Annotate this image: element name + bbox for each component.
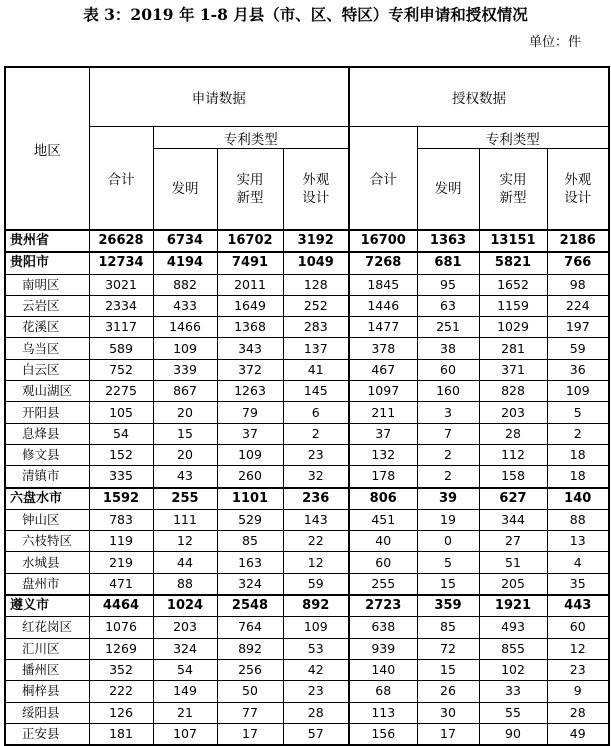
cell-value: 12: [547, 638, 609, 659]
header-grant-total: 合计: [349, 127, 417, 231]
header-app-invention: 发明: [153, 149, 217, 231]
cell-value: 2548: [217, 595, 283, 617]
cell-value: 12: [153, 531, 217, 552]
cell-value: 1652: [479, 274, 547, 295]
cell-value: 68: [349, 681, 417, 702]
cell-value: 128: [283, 274, 349, 295]
cell-value: 88: [547, 509, 609, 530]
region-name: 六枝特区: [5, 531, 89, 552]
region-name: 开阳县: [5, 402, 89, 423]
cell-value: 0: [417, 531, 479, 552]
cell-value: 85: [417, 617, 479, 638]
cell-value: 160: [417, 381, 479, 402]
cell-value: 281: [479, 338, 547, 359]
region-name: 观山湖区: [5, 381, 89, 402]
cell-value: 40: [349, 531, 417, 552]
cell-value: 7: [417, 423, 479, 444]
region-name: 花溪区: [5, 317, 89, 338]
cell-value: 4194: [153, 252, 217, 274]
cell-value: 283: [283, 317, 349, 338]
cell-value: 1845: [349, 274, 417, 295]
cell-value: 681: [417, 252, 479, 274]
cell-value: 255: [153, 488, 217, 510]
header-grant-patent-type: 专利类型: [417, 127, 609, 149]
cell-value: 203: [479, 402, 547, 423]
table-row: [5, 488, 609, 510]
region-name: 盘州市: [5, 573, 89, 595]
cell-value: 36: [547, 359, 609, 380]
cell-value: 50: [217, 681, 283, 702]
cell-value: 51: [479, 552, 547, 573]
cell-value: 107: [153, 723, 217, 745]
table-row: [5, 638, 609, 659]
cell-value: 143: [283, 509, 349, 530]
cell-value: 88: [153, 573, 217, 595]
table-title: 表 3：2019 年 1-8 月县（市、区、特区）专利申请和授权情况: [83, 5, 528, 24]
cell-value: 260: [217, 466, 283, 488]
region-name: 贵阳市: [5, 252, 89, 274]
header-region: 地区: [5, 67, 89, 230]
cell-value: 113: [349, 702, 417, 723]
cell-value: 109: [547, 381, 609, 402]
cell-value: 132: [349, 444, 417, 465]
cell-value: 15: [153, 423, 217, 444]
region-name: 水城县: [5, 552, 89, 573]
region-name: 六盘水市: [5, 488, 89, 510]
cell-value: 21: [153, 702, 217, 723]
cell-value: 27: [479, 531, 547, 552]
cell-value: 57: [283, 723, 349, 745]
cell-value: 158: [479, 466, 547, 488]
cell-value: 7268: [349, 252, 417, 274]
cell-value: 638: [349, 617, 417, 638]
cell-value: 344: [479, 509, 547, 530]
table-row: [5, 595, 609, 617]
cell-value: 20: [153, 444, 217, 465]
table-row: [5, 252, 609, 274]
region-name: 正安县: [5, 723, 89, 745]
cell-value: 18: [547, 444, 609, 465]
cell-value: 79: [217, 402, 283, 423]
cell-value: 493: [479, 617, 547, 638]
table-row: [5, 617, 609, 638]
cell-value: 451: [349, 509, 417, 530]
cell-value: 63: [417, 295, 479, 316]
cell-value: 98: [547, 274, 609, 295]
cell-value: 1029: [479, 317, 547, 338]
region-name: 清镇市: [5, 466, 89, 488]
cell-value: 17: [417, 723, 479, 745]
cell-value: 4: [547, 552, 609, 573]
cell-value: 1368: [217, 317, 283, 338]
region-name: 乌当区: [5, 338, 89, 359]
cell-value: 2: [283, 423, 349, 444]
cell-value: 892: [283, 595, 349, 617]
cell-value: 627: [479, 488, 547, 510]
cell-value: 1466: [153, 317, 217, 338]
cell-value: 2: [547, 423, 609, 444]
region-name: 播州区: [5, 659, 89, 680]
cell-value: 32: [283, 466, 349, 488]
header-app-utility-text: 实用 新型: [236, 172, 264, 206]
cell-value: 324: [217, 573, 283, 595]
cell-value: 152: [89, 444, 153, 465]
cell-value: 13151: [479, 230, 547, 252]
region-name: 云岩区: [5, 295, 89, 316]
table-row: [5, 359, 609, 380]
cell-value: 5: [547, 402, 609, 423]
cell-value: 72: [417, 638, 479, 659]
cell-value: 178: [349, 466, 417, 488]
cell-value: 119: [89, 531, 153, 552]
cell-value: 1159: [479, 295, 547, 316]
table-row: [5, 444, 609, 465]
cell-value: 35: [547, 573, 609, 595]
cell-value: 255: [349, 573, 417, 595]
cell-value: 13: [547, 531, 609, 552]
cell-value: 28: [283, 702, 349, 723]
region-name: 贵州省: [5, 230, 89, 252]
cell-value: 12734: [89, 252, 153, 274]
cell-value: 17: [217, 723, 283, 745]
cell-value: 1477: [349, 317, 417, 338]
header-app-design-text: 外观 设计: [302, 172, 330, 206]
table-row: [5, 295, 609, 316]
cell-value: 806: [349, 488, 417, 510]
cell-value: 2: [417, 466, 479, 488]
cell-value: 2011: [217, 274, 283, 295]
cell-value: 5821: [479, 252, 547, 274]
cell-value: 359: [417, 595, 479, 617]
cell-value: 371: [479, 359, 547, 380]
cell-value: 6734: [153, 230, 217, 252]
cell-value: 49: [547, 723, 609, 745]
cell-value: 111: [153, 509, 217, 530]
cell-value: 443: [547, 595, 609, 617]
cell-value: 44: [153, 552, 217, 573]
cell-value: 339: [153, 359, 217, 380]
region-name: 钟山区: [5, 509, 89, 530]
cell-value: 137: [283, 338, 349, 359]
cell-value: 149: [153, 681, 217, 702]
cell-value: 38: [417, 338, 479, 359]
cell-value: 59: [547, 338, 609, 359]
cell-value: 2723: [349, 595, 417, 617]
region-name: 红花岗区: [5, 617, 89, 638]
cell-value: 39: [417, 488, 479, 510]
cell-value: 1269: [89, 638, 153, 659]
cell-value: 5: [417, 552, 479, 573]
table-row: [5, 681, 609, 702]
cell-value: 1101: [217, 488, 283, 510]
cell-value: 2186: [547, 230, 609, 252]
cell-value: 251: [417, 317, 479, 338]
cell-value: 1921: [479, 595, 547, 617]
cell-value: 764: [217, 617, 283, 638]
cell-value: 33: [479, 681, 547, 702]
cell-value: 23: [283, 444, 349, 465]
cell-value: 855: [479, 638, 547, 659]
cell-value: 20: [153, 402, 217, 423]
region-name: 桐梓县: [5, 681, 89, 702]
cell-value: 37: [349, 423, 417, 444]
cell-value: 109: [217, 444, 283, 465]
header-app-patent-type: 专利类型: [153, 127, 349, 149]
patent-table: [4, 66, 610, 746]
cell-value: 203: [153, 617, 217, 638]
cell-value: 95: [417, 274, 479, 295]
cell-value: 3117: [89, 317, 153, 338]
cell-value: 1049: [283, 252, 349, 274]
cell-value: 109: [283, 617, 349, 638]
cell-value: 324: [153, 638, 217, 659]
cell-value: 43: [153, 466, 217, 488]
cell-value: 126: [89, 702, 153, 723]
cell-value: 867: [153, 381, 217, 402]
cell-value: 882: [153, 274, 217, 295]
cell-value: 939: [349, 638, 417, 659]
cell-value: 211: [349, 402, 417, 423]
cell-value: 54: [153, 659, 217, 680]
cell-value: 433: [153, 295, 217, 316]
cell-value: 2275: [89, 381, 153, 402]
cell-value: 529: [217, 509, 283, 530]
cell-value: 252: [283, 295, 349, 316]
cell-value: 85: [217, 531, 283, 552]
cell-value: 77: [217, 702, 283, 723]
region-name: 修文县: [5, 444, 89, 465]
cell-value: 9: [547, 681, 609, 702]
table-row: [5, 659, 609, 680]
header-grant-utility-text: 实用 新型: [499, 172, 527, 206]
cell-value: 26: [417, 681, 479, 702]
cell-value: 15: [417, 659, 479, 680]
cell-value: 892: [217, 638, 283, 659]
cell-value: 372: [217, 359, 283, 380]
cell-value: 30: [417, 702, 479, 723]
cell-value: 145: [283, 381, 349, 402]
cell-value: 467: [349, 359, 417, 380]
cell-value: 766: [547, 252, 609, 274]
cell-value: 16702: [217, 230, 283, 252]
header-application: 申请数据: [89, 67, 349, 127]
table-row: [5, 274, 609, 295]
cell-value: 102: [479, 659, 547, 680]
header-grant-design: [547, 149, 609, 231]
cell-value: 140: [547, 488, 609, 510]
cell-value: 343: [217, 338, 283, 359]
table-row: [5, 317, 609, 338]
cell-value: 26628: [89, 230, 153, 252]
region-name: 汇川区: [5, 638, 89, 659]
region-name: 息烽县: [5, 423, 89, 444]
table-row: [5, 723, 609, 745]
header-grant-design-text: 外观 设计: [564, 172, 592, 206]
region-name: 绥阳县: [5, 702, 89, 723]
header-grant-utility: [479, 149, 547, 231]
cell-value: 90: [479, 723, 547, 745]
cell-value: 23: [283, 681, 349, 702]
cell-value: 205: [479, 573, 547, 595]
table-row: [5, 423, 609, 444]
cell-value: 156: [349, 723, 417, 745]
header-app-design: [283, 149, 349, 231]
cell-value: 53: [283, 638, 349, 659]
unit-label: 单位：件: [528, 35, 581, 50]
cell-value: 105: [89, 402, 153, 423]
cell-value: 140: [349, 659, 417, 680]
cell-value: 589: [89, 338, 153, 359]
cell-value: 3192: [283, 230, 349, 252]
cell-value: 60: [547, 617, 609, 638]
cell-value: 28: [479, 423, 547, 444]
table-row: [5, 531, 609, 552]
cell-value: 828: [479, 381, 547, 402]
cell-value: 2: [417, 444, 479, 465]
table-row: [5, 509, 609, 530]
cell-value: 23: [547, 659, 609, 680]
cell-value: 236: [283, 488, 349, 510]
table-row: [5, 381, 609, 402]
cell-value: 1649: [217, 295, 283, 316]
cell-value: 3: [417, 402, 479, 423]
cell-value: 4464: [89, 595, 153, 617]
cell-value: 222: [89, 681, 153, 702]
table-row: [5, 702, 609, 723]
cell-value: 54: [89, 423, 153, 444]
cell-value: 42: [283, 659, 349, 680]
table-row: [5, 230, 609, 252]
table-row: [5, 402, 609, 423]
table-row: [5, 552, 609, 573]
region-name: 南明区: [5, 274, 89, 295]
cell-value: 1076: [89, 617, 153, 638]
cell-value: 1097: [349, 381, 417, 402]
cell-value: 28: [547, 702, 609, 723]
cell-value: 7491: [217, 252, 283, 274]
cell-value: 3021: [89, 274, 153, 295]
cell-value: 37: [217, 423, 283, 444]
header-app-total: 合计: [89, 127, 153, 231]
cell-value: 60: [349, 552, 417, 573]
table-row: [5, 573, 609, 595]
cell-value: 41: [283, 359, 349, 380]
cell-value: 1024: [153, 595, 217, 617]
cell-value: 12: [283, 552, 349, 573]
region-name: 白云区: [5, 359, 89, 380]
cell-value: 783: [89, 509, 153, 530]
cell-value: 352: [89, 659, 153, 680]
cell-value: 1592: [89, 488, 153, 510]
cell-value: 59: [283, 573, 349, 595]
table-row: [5, 338, 609, 359]
cell-value: 19: [417, 509, 479, 530]
cell-value: 55: [479, 702, 547, 723]
cell-value: 18: [547, 466, 609, 488]
header-app-utility: [217, 149, 283, 231]
header-grant-invention: 发明: [417, 149, 479, 231]
cell-value: 256: [217, 659, 283, 680]
cell-value: 197: [547, 317, 609, 338]
region-name: 遵义市: [5, 595, 89, 617]
cell-value: 219: [89, 552, 153, 573]
cell-value: 224: [547, 295, 609, 316]
cell-value: 1446: [349, 295, 417, 316]
cell-value: 1263: [217, 381, 283, 402]
cell-value: 109: [153, 338, 217, 359]
cell-value: 752: [89, 359, 153, 380]
header-grant: 授权数据: [349, 67, 609, 127]
cell-value: 335: [89, 466, 153, 488]
cell-value: 15: [417, 573, 479, 595]
cell-value: 378: [349, 338, 417, 359]
cell-value: 16700: [349, 230, 417, 252]
cell-value: 1363: [417, 230, 479, 252]
table-row: [5, 466, 609, 488]
cell-value: 471: [89, 573, 153, 595]
cell-value: 60: [417, 359, 479, 380]
cell-value: 6: [283, 402, 349, 423]
cell-value: 163: [217, 552, 283, 573]
cell-value: 2334: [89, 295, 153, 316]
cell-value: 22: [283, 531, 349, 552]
table-body: [5, 230, 609, 745]
cell-value: 112: [479, 444, 547, 465]
cell-value: 181: [89, 723, 153, 745]
